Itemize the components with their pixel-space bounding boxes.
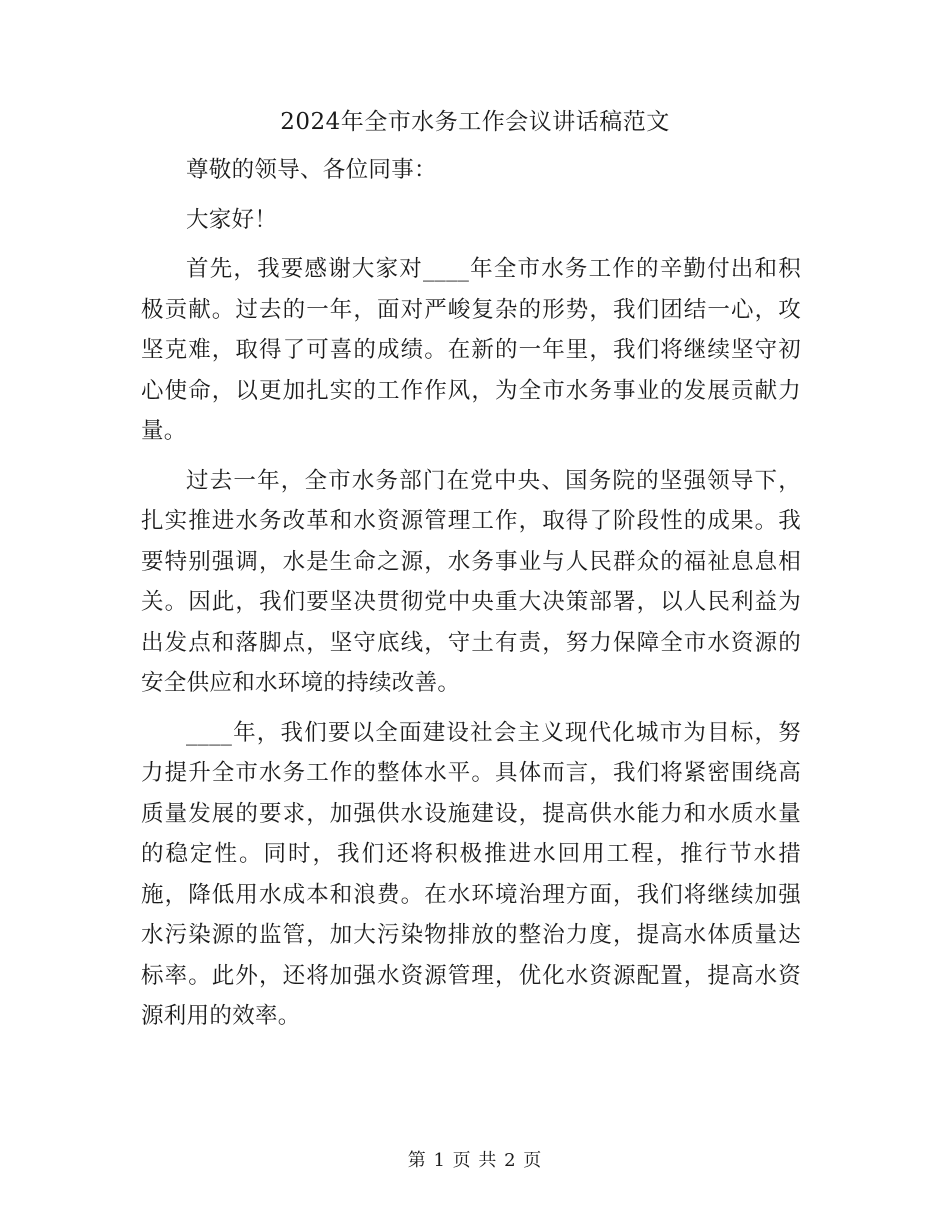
greeting: 大家好！ [186, 206, 278, 233]
paragraph-2: 过去一年，全市水务部门在党中央、国务院的坚强领导下，扎实推进水务改革和水资源管理工作，取得了阶段性的成果。我要特别强调，水是生命之源，水务事业与人民群众的福祉息息相关。因此，我们要坚决贯彻党中央重大决策部署，以人民利益为出发点和落脚点，坚守底线，守土有责，努力保障全市水资源的安全供应和水环境的持续改善。 [141, 467, 801, 696]
page-footer: 第 1 页 共 2 页 [407, 1150, 543, 1171]
paragraph-3: ____年，我们要以全面建设社会主义现代化城市为目标，努力提升全市水务工作的整体水平。具体而言，我们将紧密围绕高质量发展的要求，加强供水设施建设，提高供水能力和水质水量的稳定性。同时，我们还将积极推进水回用工程，推行节水措施，降低用水成本和浪费。在水环境治理方面，我们将继续加强水污染源的监管，加大污染物排放的整治力度，提高水体质量达标率。此外，还将加强水资源管理，优化水资源配置，提高水资源利用的效率。 [141, 719, 801, 1029]
document-body [141, 150, 801, 1037]
salutation: 尊敬的领导、各位同事： [186, 157, 437, 183]
document-title: 2024年全市水务工作会议讲话稿范文 [280, 109, 670, 135]
paragraph-1: 首先，我要感谢大家对____年全市水务工作的辛勤付出和积极贡献。过去的一年，面对严峻复杂的形势，我们团结一心，攻坚克难，取得了可喜的成绩。在新的一年里，我们将继续坚守初心使命，以更加扎实的工作作风，为全市水务事业的发展贡献力量。 [141, 256, 801, 444]
